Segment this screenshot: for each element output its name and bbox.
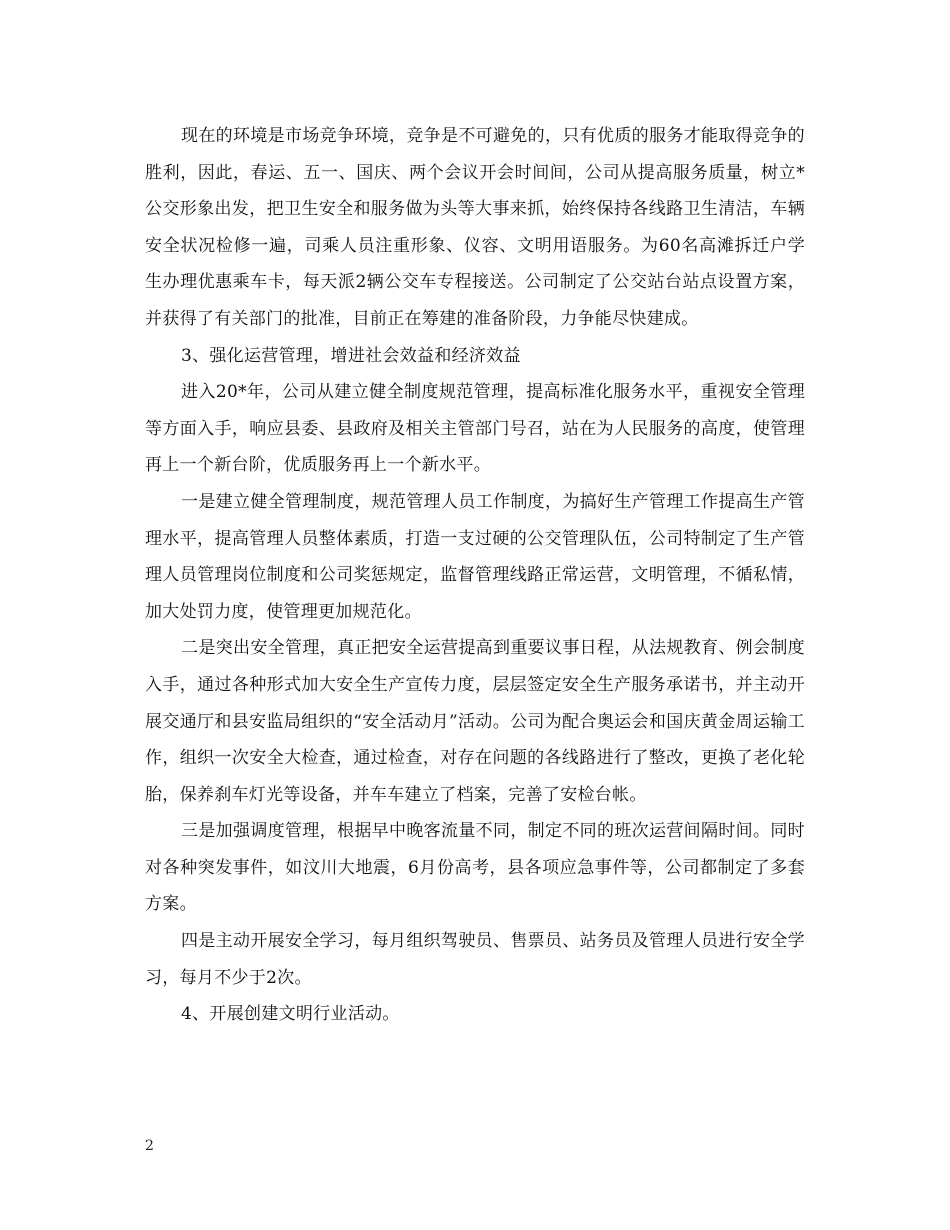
paragraph-management-system: 一是建立健全管理制度，规范管理人员工作制度，为搞好生产管理工作提高生产管理水平，提高管理人员整体素质，打造一支过硬的公交管理队伍，公司特制定了生产管理人员管理岗位制度和公司奖惩规定，监督管理线路正常运营，文明管理，不循私情，加大处罚力度，使管理更加规范化。 (145, 491, 805, 622)
paragraph-intro-20xx: 进入20*年，公司从建立健全制度规范管理，提高标准化服务水平，重视安全管理等方面入手，响应县委、县政府及相关主管部门号召，站在为人民服务的高度，使管理再上一个新台阶，优质服务再上一个新水平。 (145, 382, 805, 476)
section-heading-operations: 3、强化运营管理，增进社会效益和经济效益 (181, 345, 521, 366)
section-heading-civilized-industry: 4、开展创建文明行业活动。 (181, 1004, 400, 1025)
paragraph-dispatch-management: 三是加强调度管理，根据早中晚客流量不同，制定不同的班次运营间隔时间。同时对各种突发事件，如汶川大地震，6月份高考，县各项应急事件等，公司都制定了多套方案。 (145, 821, 805, 915)
page-number: 2 (145, 1138, 154, 1154)
paragraph-safety-management: 二是突出安全管理，真正把安全运营提高到重要议事日程，从法规教育、例会制度入手，通过各种形式加大安全生产宣传力度，层层签定安全生产服务承诺书，并主动开展交通厅和县安监局组织的“安全活动月”活动。公司为配合奥运会和国庆黄金周运输工作，组织一次安全大检查，通过检查，对存在问题的各线路进行了整改，更换了老化轮胎，保养刹车灯光等设备，并车车建立了档案，完善了安检台帐。 (145, 638, 805, 805)
paragraph-safety-study: 四是主动开展安全学习，每月组织驾驶员、售票员、站务员及管理人员进行安全学习，每月不少于2次。 (145, 931, 805, 988)
paragraph-service-quality: 现在的环境是市场竞争环境，竞争是不可避免的，只有优质的服务才能取得竞争的胜利，因此，春运、五一、国庆、两个会议开会时间间，公司从提高服务质量，树立*公交形象出发，把卫生安全和服务做为头等大事来抓，始终保持各线路卫生清洁，车辆安全状况检修一遍，司乘人员注重形象、仪容、文明用语服务。为60名高滩拆迁户学生办理优惠乘车卡，每天派2辆公交车专程接送。公司制定了公交站台站点设置方案，并获得了有关部门的批准，目前正在筹建的准备阶段，力争能尽快建成。 (145, 126, 805, 329)
document-body (145, 118, 805, 1033)
